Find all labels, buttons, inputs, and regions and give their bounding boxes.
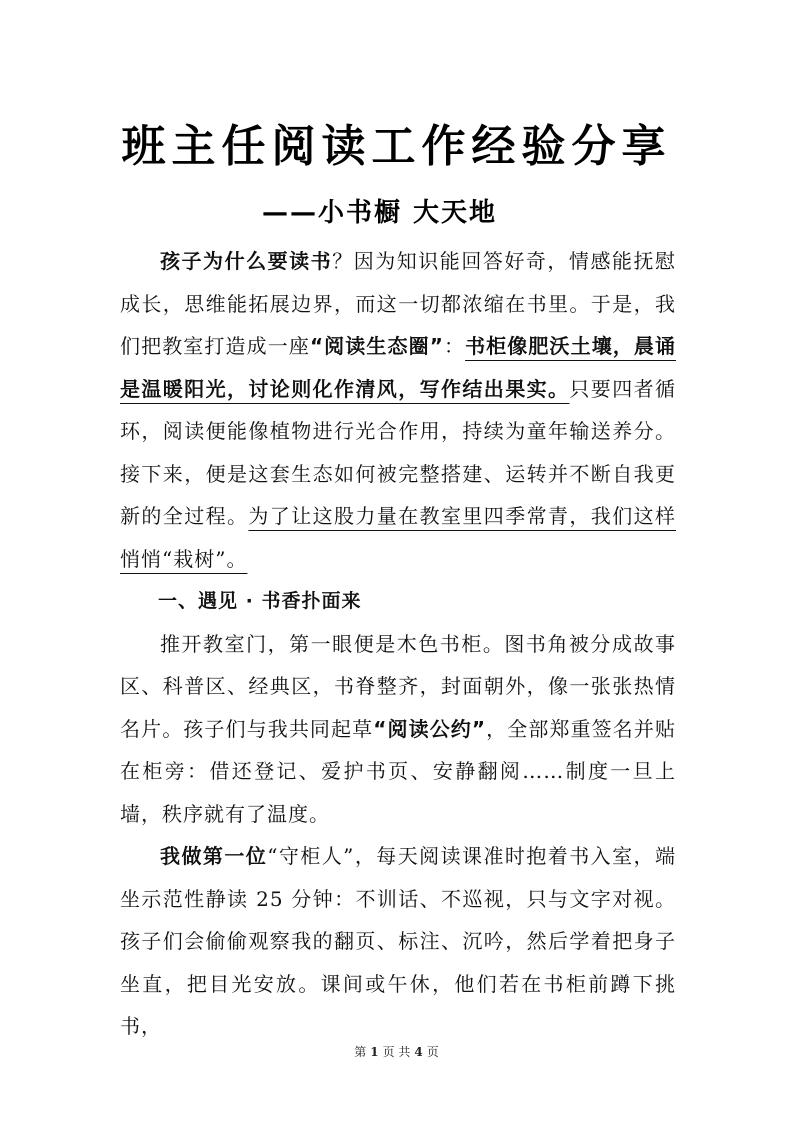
footer-middle: 页 共	[382, 1045, 411, 1059]
guardian-lead: 我做第一位	[160, 844, 268, 868]
paragraph-guardian	[120, 835, 676, 1048]
bookshelf-text-1: 推开教室门，第一眼便是木色书柜。图书角被分成故事区、科普区、经典区，书脊整齐，封面朝外，像一张张热情名片。孩子们与我共同起草	[120, 631, 676, 741]
intro-question: 孩子为什么要读书	[160, 249, 333, 273]
document-subtitle: ——小书橱 大天地	[262, 198, 498, 228]
reading-pact-term: “阅读公约”	[373, 716, 487, 741]
section-heading-1: 一、遇见 · 书香扑面来	[158, 590, 362, 612]
intro-text-2: 只要四者循环，阅读便能像植物进行光合作用，持续为童年输送养分。接下来，便是这套生态如何被完整搭建、运转并不断自我更新的全过程。	[120, 376, 677, 528]
paragraph-bookshelf	[120, 623, 676, 836]
bookshelf-text-2: ，全部郑重签名并贴在柜旁：借还登记、爱护书页、安静翻阅……制度一旦上墙，秩序就有了温度。	[120, 716, 676, 826]
document-title: 班主任阅读工作经验分享	[121, 121, 672, 172]
intro-metaphor: 书柜像肥沃土壤，晨诵是温暖阳光，讨论则化作清风，写作结出果实。	[120, 334, 677, 401]
guardian-text: “守柜人”，每天阅读课准时抱着书入室，端坐示范性静读 25 分钟：不训话、不巡视，只与文字对视。孩子们会偷偷观察我的翻页、标注、沉吟，然后学着把身子坐直，把目光安放。课间或午休，他们若在书柜前蹲下挑书，	[120, 844, 677, 1038]
intro-colon: ：	[443, 334, 466, 358]
footer-suffix: 页	[426, 1045, 439, 1059]
intro-closing: 为了让这股力量在教室里四季常青，我们这样悄悄“栽树”。	[120, 504, 677, 571]
intro-term: “阅读生态圈”	[309, 334, 444, 358]
document-body	[120, 240, 676, 1048]
paragraph-intro	[120, 240, 676, 580]
footer-total-pages: 4	[414, 1045, 423, 1059]
page-footer	[0, 1043, 793, 1060]
footer-page-number: 1	[370, 1045, 379, 1059]
footer-prefix: 第	[354, 1045, 367, 1059]
intro-text-1: ？因为知识能回答好奇，情感能抚慰成长，思维能拓展边界，而这一切都浓缩在书里。于是，我们把教室打造成一座	[120, 249, 677, 358]
